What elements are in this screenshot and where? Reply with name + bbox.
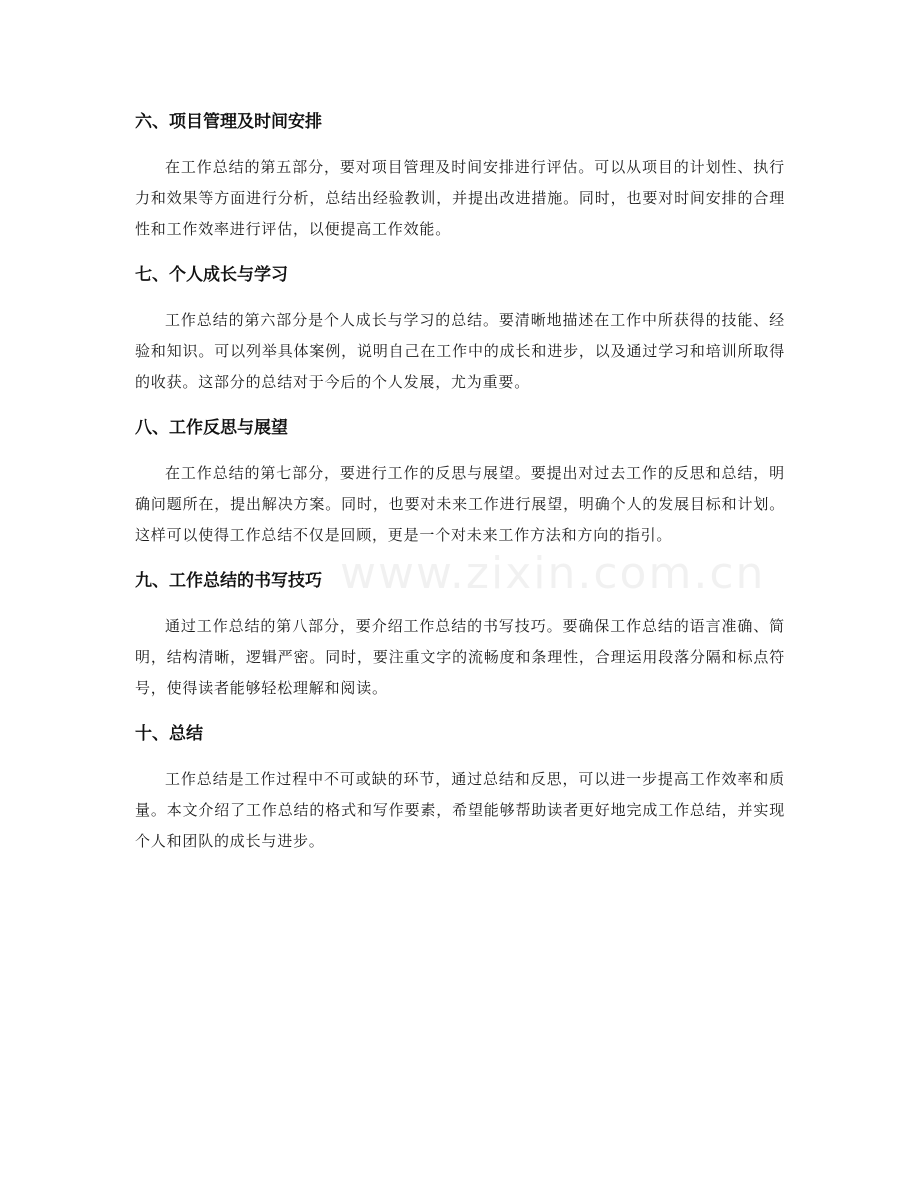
section-heading-6: 六、项目管理及时间安排 bbox=[135, 112, 322, 132]
section-body-9: 通过工作总结的第八部分，要介绍工作总结的书写技巧。要确保工作总结的语言准确、简明，结构清晰，逻辑严密。同时，要注重文字的流畅度和条理性，合理运用段落分隔和标点符号，使得读者能够轻松理解和阅读。 bbox=[135, 617, 785, 697]
section-body-6: 在工作总结的第五部分，要对项目管理及时间安排进行评估。可以从项目的计划性、执行力和效果等方面进行分析，总结出经验教训，并提出改进措施。同时，也要对时间安排的合理性和工作效率进行评估，以便提高工作效能。 bbox=[135, 158, 785, 238]
section-body-8: 在工作总结的第七部分，要进行工作的反思与展望。要提出对过去工作的反思和总结，明确问题所在，提出解决方案。同时，也要对未来工作进行展望，明确个人的发展目标和计划。这样可以使得工作总结不仅是回顾，更是一个对未来工作方法和方向的指引。 bbox=[135, 464, 785, 544]
section-heading-9: 九、工作总结的书写技巧 bbox=[135, 571, 322, 591]
section-heading-10: 十、总结 bbox=[135, 724, 203, 744]
section-body-10: 工作总结是工作过程中不可或缺的环节，通过总结和反思，可以进一步提高工作效率和质量。本文介绍了工作总结的格式和写作要素，希望能够帮助读者更好地完成工作总结，并实现个人和团队的成长与进步。 bbox=[135, 770, 785, 850]
document-content bbox=[135, 108, 785, 873]
section-body-7: 工作总结的第六部分是个人成长与学习的总结。要清晰地描述在工作中所获得的技能、经验和知识。可以列举具体案例，说明自己在工作中的成长和进步，以及通过学习和培训所取得的收获。这部分的总结对于今后的个人发展，尤为重要。 bbox=[135, 311, 785, 391]
watermark-text: www.zixin.com.cn bbox=[340, 548, 766, 599]
section-heading-8: 八、工作反思与展望 bbox=[135, 418, 288, 438]
section-heading-7: 七、个人成长与学习 bbox=[135, 265, 288, 285]
